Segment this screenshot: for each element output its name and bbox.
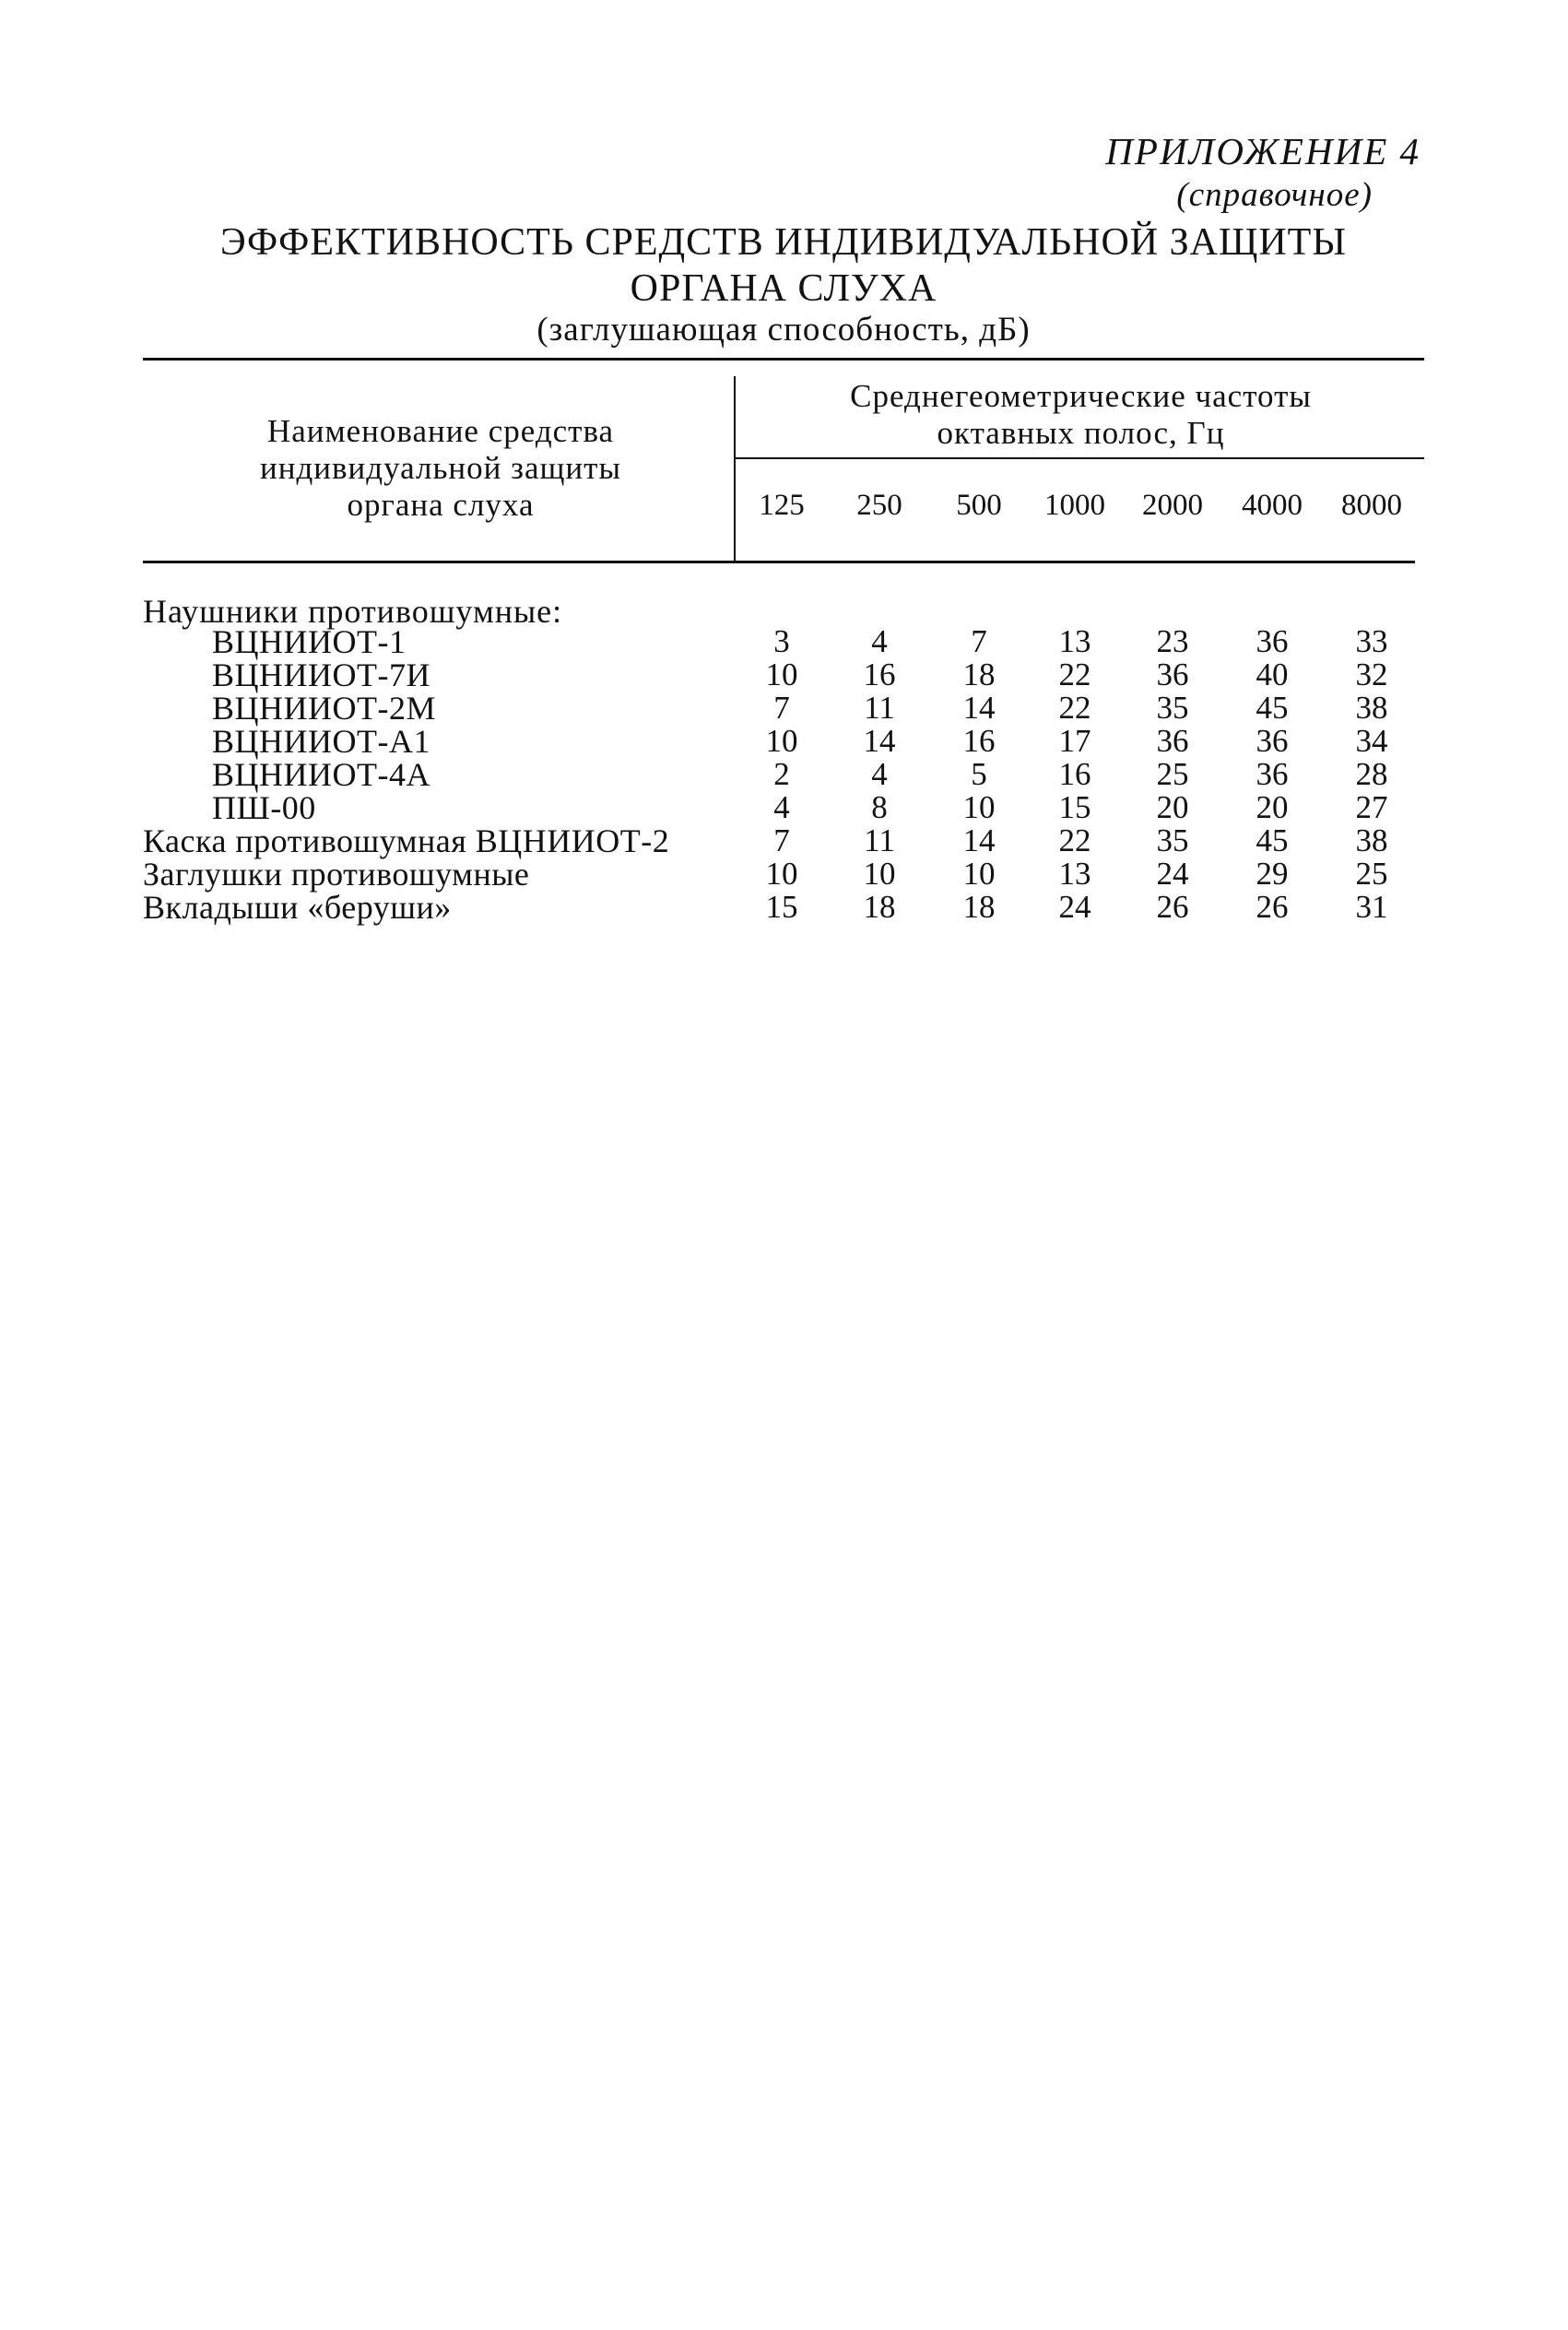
table-cell: 14 <box>962 822 996 858</box>
table-cell: 38 <box>1355 822 1388 858</box>
name-header-line-2: индивидуальной защиты <box>260 450 621 486</box>
table-cell: 36 <box>1156 656 1189 692</box>
table-cell: 36 <box>1256 756 1289 792</box>
table-cell: 15 <box>1058 789 1091 825</box>
table-cell: 18 <box>962 656 996 692</box>
table-cell: 36 <box>1256 723 1289 759</box>
table-cell: 7 <box>773 690 790 726</box>
table-cell: 33 <box>1355 623 1388 659</box>
table-cell: 20 <box>1156 789 1189 825</box>
table-top-rule <box>143 358 1424 361</box>
table-cell: 18 <box>962 889 996 925</box>
table-cell: 38 <box>1355 690 1388 726</box>
frequency-8000: 8000 <box>1341 489 1402 522</box>
table-cell: 32 <box>1355 656 1388 692</box>
table-cell: 4 <box>871 756 888 792</box>
table-cell: 23 <box>1156 623 1189 659</box>
table-cell: 8 <box>871 789 888 825</box>
table-cell: 29 <box>1256 856 1289 892</box>
frequency-4000: 4000 <box>1242 489 1303 522</box>
table-cell: 26 <box>1156 889 1189 925</box>
table-cell: 17 <box>1058 723 1091 759</box>
table-cell: 11 <box>864 822 895 858</box>
table-cell: 22 <box>1058 690 1091 726</box>
table-cell: 13 <box>1058 623 1091 659</box>
table-cell: 22 <box>1058 822 1091 858</box>
frequency-250: 250 <box>856 489 902 522</box>
row-label: Вкладыши «беруши» <box>143 889 452 926</box>
name-header-line-3: органа слуха <box>347 487 535 523</box>
table-cell: 36 <box>1156 723 1189 759</box>
freq-header-line-2: октавных полос, Гц <box>937 415 1225 451</box>
table-cell: 40 <box>1256 656 1289 692</box>
header-bottom-rule <box>143 561 1415 563</box>
frequency-2000: 2000 <box>1142 489 1203 522</box>
row-label: Каска противошумная ВЦНИИОТ-2 <box>143 822 670 859</box>
table-cell: 16 <box>962 723 996 759</box>
row-label: ВЦНИИОТ-А1 <box>212 723 430 760</box>
table-cell: 45 <box>1256 690 1289 726</box>
table-cell: 2 <box>773 756 790 792</box>
table-cell: 15 <box>765 889 798 925</box>
table-cell: 22 <box>1058 656 1091 692</box>
name-column-header <box>147 413 734 524</box>
table-cell: 35 <box>1156 822 1189 858</box>
frequency-125: 125 <box>759 489 805 522</box>
document-subtitle: (заглушающая способность, дБ) <box>536 311 1031 349</box>
table-cell: 7 <box>971 623 987 659</box>
table-cell: 10 <box>962 789 996 825</box>
freq-header-line-1: Среднегеометрические частоты <box>850 378 1312 414</box>
table-cell: 28 <box>1355 756 1388 792</box>
table-cell: 25 <box>1355 856 1388 892</box>
table-cell: 35 <box>1156 690 1189 726</box>
table-cell: 16 <box>1058 756 1091 792</box>
frequency-1000: 1000 <box>1044 489 1105 522</box>
table-cell: 27 <box>1355 789 1388 825</box>
frequency-500: 500 <box>956 489 1002 522</box>
row-label: ВЦНИИОТ-1 <box>212 623 407 660</box>
title-line-2: ОРГАНА СЛУХА <box>630 267 937 310</box>
row-label: Заглушки противошумные <box>143 856 530 893</box>
table-cell: 34 <box>1355 723 1388 759</box>
name-header-line-1: Наименование средства <box>266 413 615 449</box>
table-cell: 7 <box>773 822 790 858</box>
table-cell: 31 <box>1355 889 1388 925</box>
table-cell: 45 <box>1256 822 1289 858</box>
table-cell: 13 <box>1058 856 1091 892</box>
freq-header-rule <box>736 457 1424 459</box>
table-cell: 4 <box>773 789 790 825</box>
table-cell: 26 <box>1256 889 1289 925</box>
row-label: ВЦНИИОТ-7И <box>212 656 430 693</box>
table-cell: 5 <box>971 756 987 792</box>
appendix-note: (справочное) <box>1176 176 1373 214</box>
table-cell: 14 <box>962 690 996 726</box>
document-title <box>143 219 1424 312</box>
table-cell: 4 <box>871 623 888 659</box>
table-cell: 14 <box>863 723 896 759</box>
group-label-headphones: Наушники противошумные: <box>143 593 563 630</box>
row-label: ВЦНИИОТ-4А <box>212 756 430 793</box>
title-line-1: ЭФФЕКТИВНОСТЬ СРЕДСТВ ИНДИВИДУАЛЬНОЙ ЗАЩИТЫ <box>220 221 1347 264</box>
table-cell: 3 <box>773 623 790 659</box>
table-cell: 18 <box>863 889 896 925</box>
table-cell: 10 <box>765 656 798 692</box>
table-cell: 16 <box>863 656 896 692</box>
table-cell: 10 <box>863 856 896 892</box>
appendix-heading <box>1105 129 1421 218</box>
table-cell: 25 <box>1156 756 1189 792</box>
table-cell: 10 <box>765 856 798 892</box>
row-label: ВЦНИИОТ-2М <box>212 690 436 727</box>
table-cell: 10 <box>765 723 798 759</box>
header-column-divider <box>734 376 736 561</box>
row-label: ПШ-00 <box>212 789 316 826</box>
table-cell: 24 <box>1156 856 1189 892</box>
appendix-label: ПРИЛОЖЕНИЕ 4 <box>1105 130 1421 172</box>
frequency-column-header <box>737 378 1424 452</box>
table-cell: 24 <box>1058 889 1091 925</box>
table-cell: 36 <box>1256 623 1289 659</box>
table-cell: 11 <box>864 690 895 726</box>
table-cell: 10 <box>962 856 996 892</box>
table-cell: 20 <box>1256 789 1289 825</box>
